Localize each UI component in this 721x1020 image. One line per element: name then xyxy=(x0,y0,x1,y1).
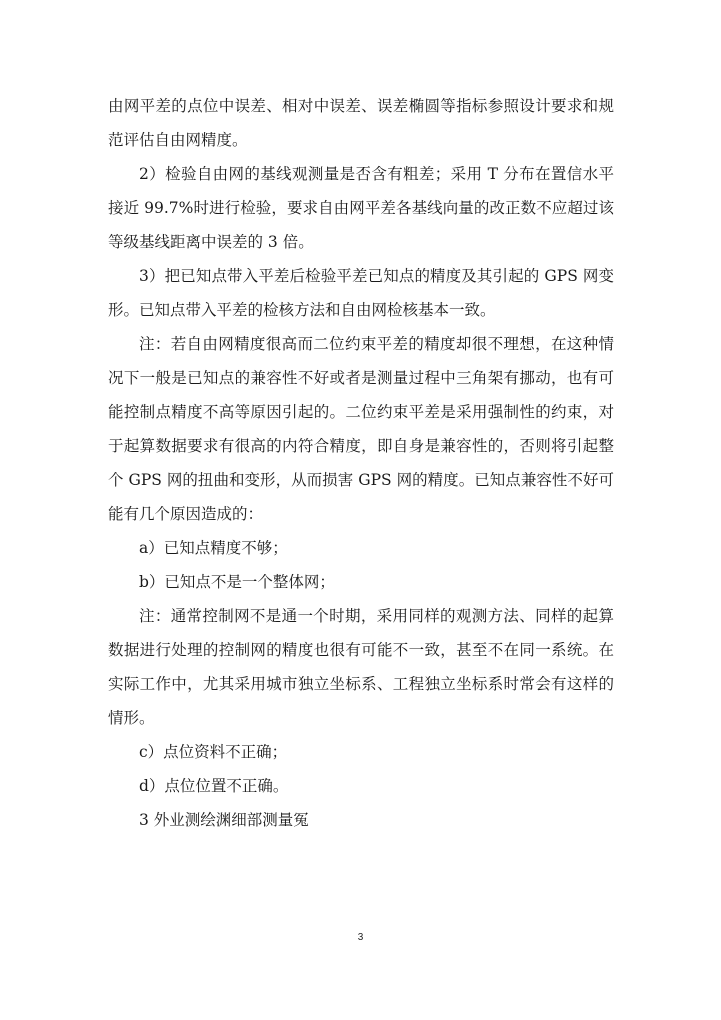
paragraph-note-2: 注：通常控制网不是通一个时期，采用同样的观测方法、同样的起算数据进行处理的控制网的精度也很有可能不一致，甚至不在同一系统。在实际工作中，尤其采用城市独立坐标系、工程独立坐标系时常会有这样的情形。 xyxy=(108,607,614,727)
paragraph-item-2: 2）检验自由网的基线观测量是否含有粗差；采用 T 分布在置信水平接近 99.7%时进行检验，要求自由网平差各基线向量的改正数不应超过该等级基线距离中误差的 3 倍。 xyxy=(108,165,614,251)
list-item-d: d）点位位置不正确。 xyxy=(139,777,289,795)
paragraph-note-1: 注：若自由网精度很高而二位约束平差的精度却很不理想，在这种情况下一般是已知点的兼容性不好或者是测量过程中三角架有挪动，也有可能控制点精度不高等原因引起的。二位约束平差是采用强制性的约束，对于起算数据要求有很高的内符合精度，即自身是兼容性的，否则将引起整个 GPS 网的扭曲和变形，从而损害 GPS 网的精度。已知点兼容性不好可能有几个原因造成的： xyxy=(108,335,614,523)
paragraph-continuation: 由网平差的点位中误差、相对中误差、误差椭圆等指标参照设计要求和规范评估自由网精度。 xyxy=(108,97,614,149)
paragraph-item-3: 3）把已知点带入平差后检验平差已知点的精度及其引起的 GPS 网变形。已知点带入平差的检核方法和自由网检核基本一致。 xyxy=(108,267,614,319)
section-heading: 3 外业测绘渊细部测量冤 xyxy=(139,811,309,829)
list-item-b: b）已知点不是一个整体网； xyxy=(139,573,335,591)
list-item-a: a）已知点精度不够； xyxy=(139,539,288,557)
body-text xyxy=(108,89,614,837)
list-item-c: c）点位资料不正确； xyxy=(139,743,288,761)
page-number: 3 xyxy=(357,932,364,943)
